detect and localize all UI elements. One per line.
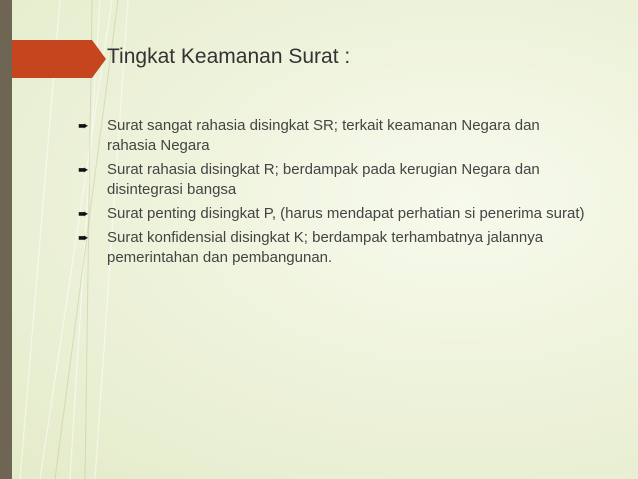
bullet-text: Surat penting disingkat P, (harus mendapat perhatian si penerima surat) xyxy=(107,205,585,222)
bullet-item xyxy=(76,116,591,156)
title-accent-tab xyxy=(12,40,92,78)
arrow-right-icon: ➨ xyxy=(78,118,89,133)
bullet-text: Surat konfidensial disingkat K; berdampak terhambatnya jalannya pemerintahan dan pembangunan. xyxy=(107,229,544,266)
bullet-item xyxy=(76,204,591,224)
slide-title: Tingkat Keamanan Surat : xyxy=(107,45,351,68)
bullet-list xyxy=(76,116,591,272)
bullet-text: Surat sangat rahasia disingkat SR; terkait keamanan Negara dan rahasia Negara xyxy=(107,117,540,154)
arrow-right-icon: ➨ xyxy=(78,162,89,177)
bullet-text: Surat rahasia disingkat R; berdampak pada kerugian Negara dan disintegrasi bangsa xyxy=(107,161,540,198)
arrow-right-icon: ➨ xyxy=(78,206,89,221)
arrow-right-icon: ➨ xyxy=(78,230,89,245)
bullet-item xyxy=(76,228,591,268)
bullet-item xyxy=(76,160,591,200)
